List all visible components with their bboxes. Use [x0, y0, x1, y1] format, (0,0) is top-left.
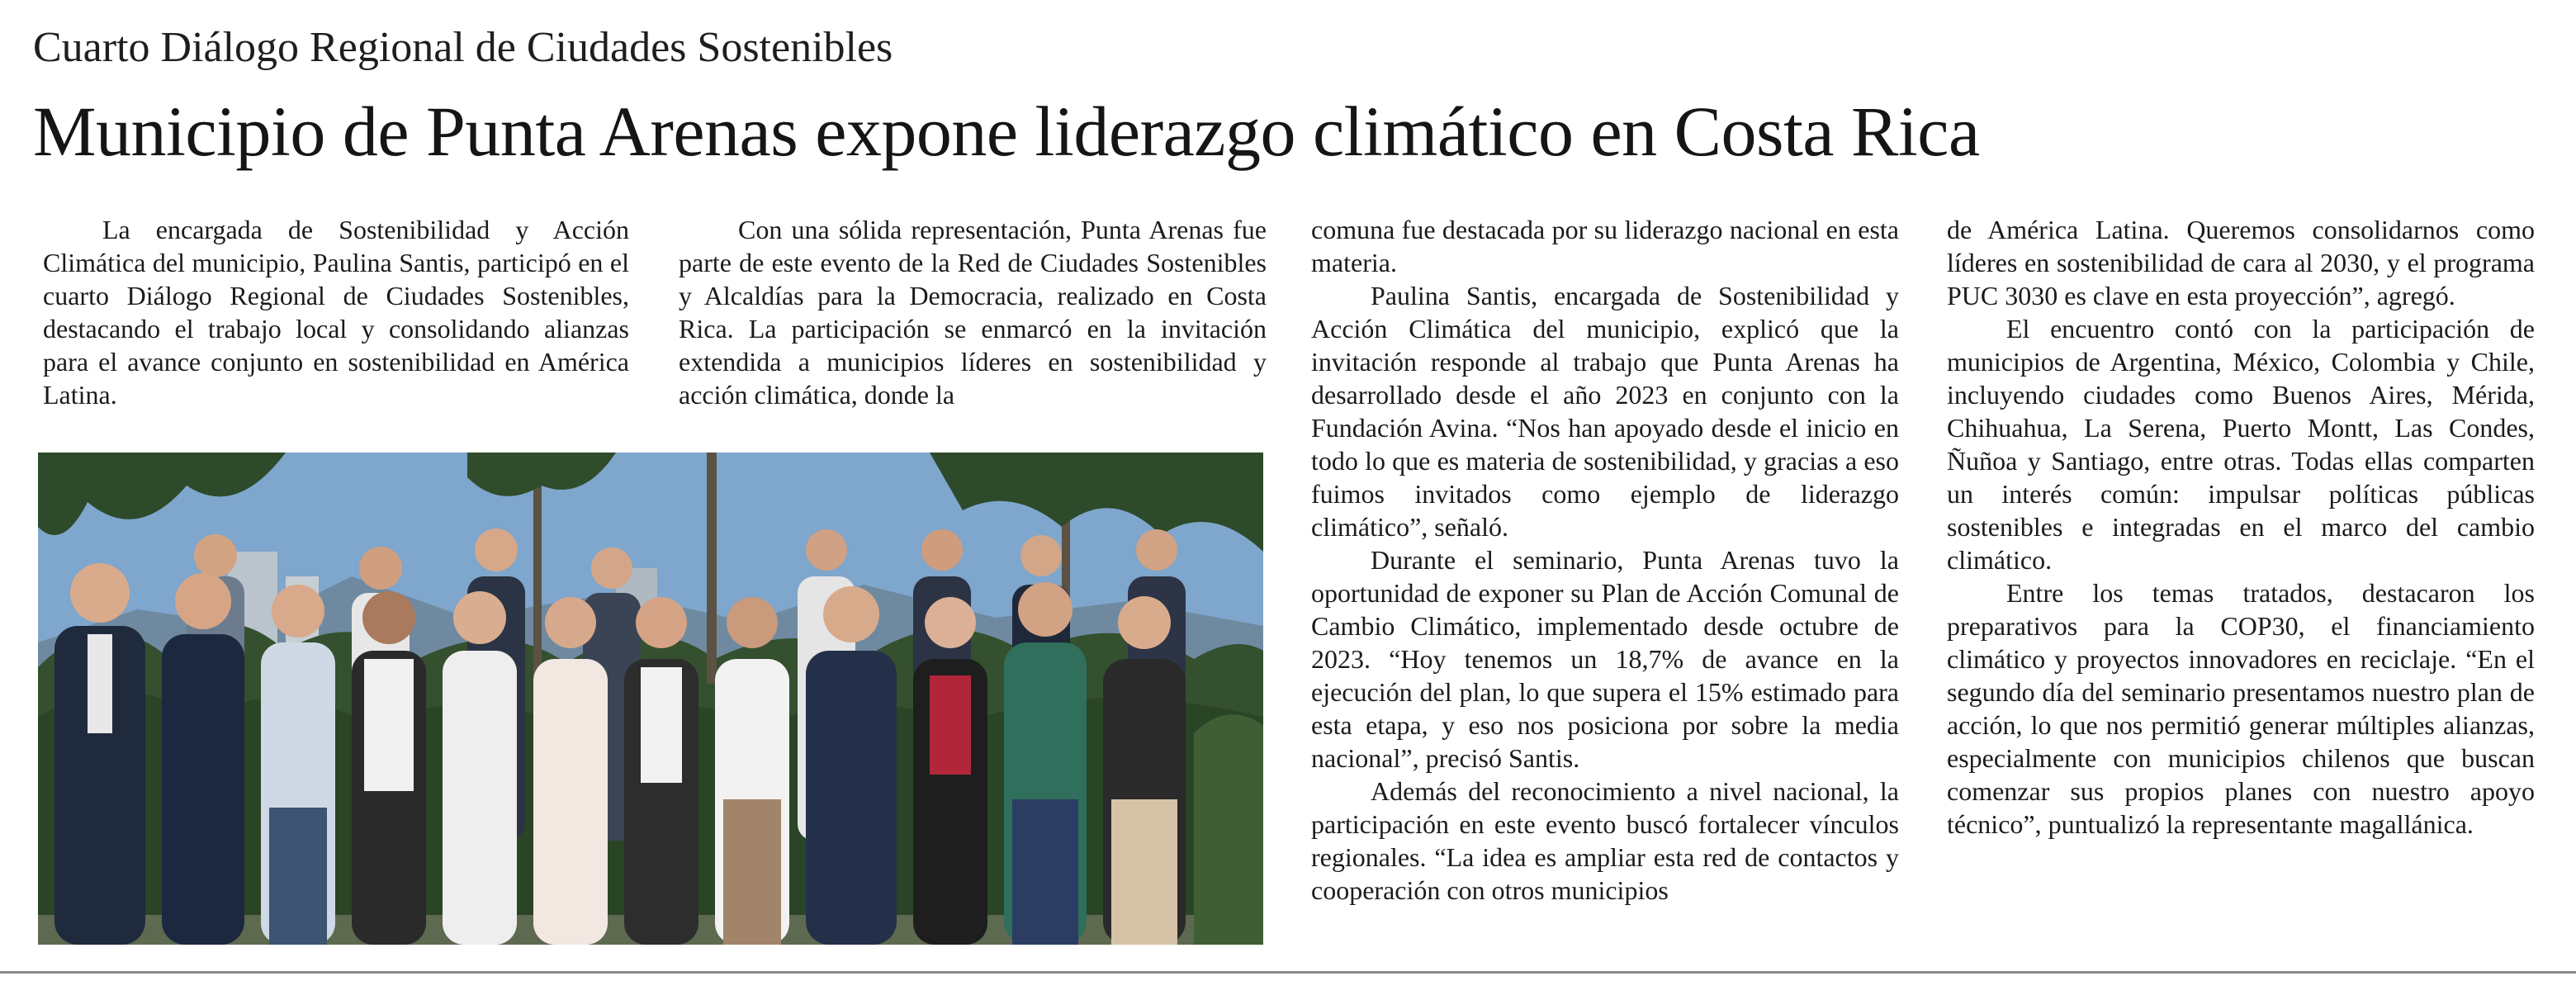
- article-column-4: [1947, 213, 2535, 841]
- article-paragraph: Además del reconocimiento a nivel nacional, la participación en este evento buscó fortalecer vínculos regionales. “La idea es ampliar esta red de contactos y cooperación con otros municipios: [1311, 776, 1899, 905]
- article-headline: Municipio de Punta Arenas expone liderazgo climático en Costa Rica: [33, 92, 1980, 171]
- article-paragraph: comuna fue destacada por su liderazgo nacional en esta materia.: [1311, 215, 1899, 277]
- article-paragraph: El encuentro contó con la participación de municipios de Argentina, México, Colombia y Chile, incluyendo ciudades como Buenos Aires, Mérida, Chihuahua, La Serena, Puerto Montt, Las Condes, Ñuñoa y Santiago, entre otras. Todas ellas comparten un interés común: impulsar políticas públicas sostenibles e integradas en el marco del cambio climático.: [1947, 314, 2535, 575]
- article-paragraph: Con una sólida representación, Punta Arenas fue parte de este evento de la Red de Ciudades Sostenibles y Alcaldías para la Democracia, realizado en Costa Rica. La participación se enmarcó en la invitación extendida a municipios líderes en sostenibilidad y acción climática, donde la: [679, 215, 1267, 410]
- page-bottom-rule: [0, 971, 2576, 974]
- article-column-2: [679, 213, 1267, 411]
- article-paragraph: Entre los temas tratados, destacaron los preparativos para la COP30, el financiamiento climático y proyectos innovadores en reciclaje. “En el segundo día del seminario presentamos nuestro plan de acción, lo que nos permitió generar múltiples alianzas, especialmente con municipios chilenos que buscan comenzar sus propios planes con nuestro apoyo técnico”, puntualizó la representante magallánica.: [1947, 578, 2535, 839]
- article-paragraph: Paulina Santis, encargada de Sostenibilidad y Acción Climática del municipio, explicó que la invitación responde al trabajo que Punta Arenas ha desarrollado desde el año 2023 en conjunto con la Fundación Avina. “Nos han apoyado desde el inicio en todo lo que es materia de sostenibilidad, y gracias a eso fuimos invitados como ejemplo de liderazgo climático”, señaló.: [1311, 281, 1899, 542]
- group-photo: [38, 453, 1263, 945]
- article-paragraph: de América Latina. Queremos consolidarnos como líderes en sostenibilidad de cara al 2030, y el programa PUC 3030 es clave en esta proyección”, agregó.: [1947, 215, 2535, 310]
- group-photo-illustration: [38, 453, 1263, 945]
- article-kicker: Cuarto Diálogo Regional de Ciudades Sostenibles: [33, 24, 893, 71]
- article-paragraph: Durante el seminario, Punta Arenas tuvo la oportunidad de exponer su Plan de Acción Comunal de Cambio Climático, implementado desde octubre de 2023. “Hoy tenemos un 18,7% de avance en la ejecución del plan, lo que supera el 15% estimado para esta etapa, y eso nos posiciona por sobre la media nacional”, precisó Santis.: [1311, 545, 1899, 773]
- article-column-1: [43, 213, 629, 411]
- article-paragraph: La encargada de Sostenibilidad y Acción Climática del municipio, Paulina Santis, participó en el cuarto Diálogo Regional de Ciudades Sostenibles, destacando el trabajo local y consolidando alianzas para el avance conjunto en sostenibilidad en América Latina.: [43, 215, 629, 410]
- article-column-3: [1311, 213, 1899, 907]
